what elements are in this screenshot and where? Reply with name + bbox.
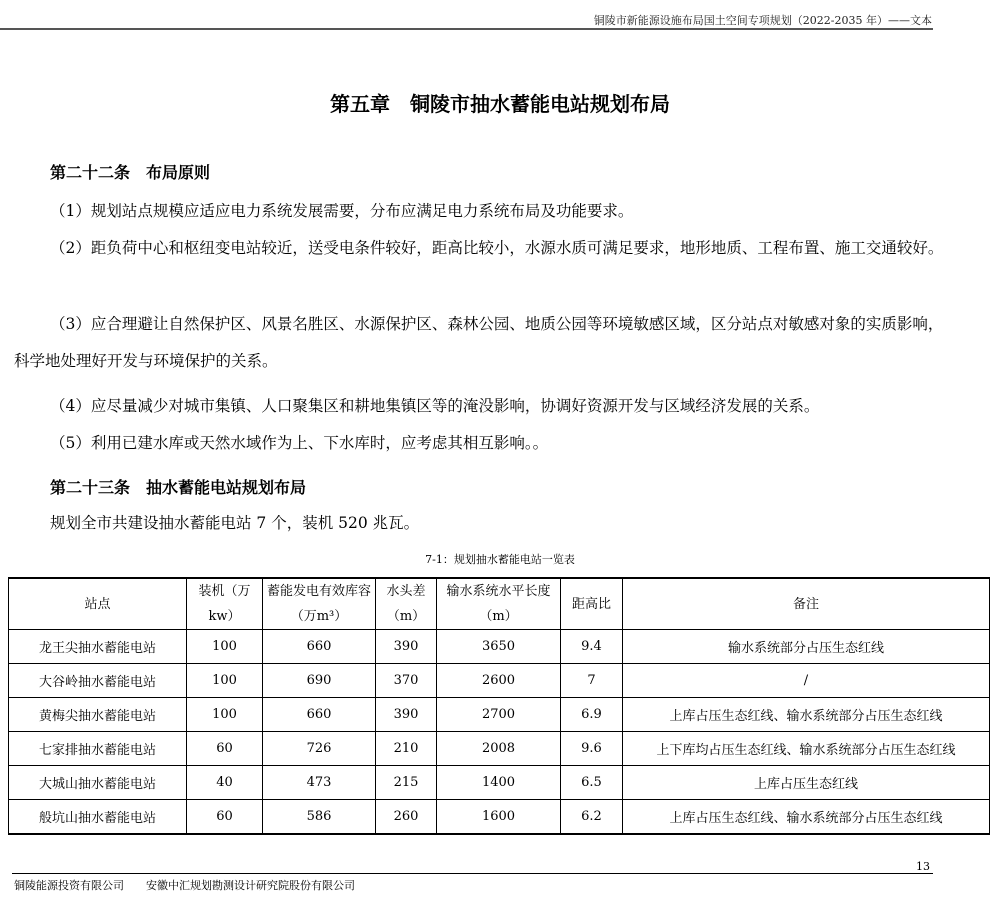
table-cell: 215 <box>376 766 437 800</box>
table-cell: 6.5 <box>561 766 623 800</box>
paragraph: （3）应合理避让自然保护区、风景名胜区、水源保护区、森林公园、地质公园等环境敏感区域，区分站点对敏感对象的实质影响，科学地处理好开发与环境保护的关系。 <box>14 315 944 370</box>
article-23-title: 第二十三条 抽水蓄能电站规划布局 <box>50 478 307 497</box>
table-row <box>9 800 990 835</box>
table-header-row <box>9 578 990 630</box>
table-cell: 大谷岭抽水蓄能电站 <box>9 664 187 698</box>
table-row <box>9 698 990 732</box>
footer: 铜陵能源投资有限公司 安徽中汇规划勘测设计研究院股份有限公司 <box>14 879 355 892</box>
paragraph: 规划全市共建设抽水蓄能电站 7 个，装机 520 兆瓦。 <box>50 514 420 532</box>
table-cell: / <box>623 664 990 698</box>
column-header: 蓄能发电有效库容（万m³） <box>263 578 376 630</box>
column-header: 站点 <box>9 578 187 630</box>
table-cell: 9.4 <box>561 630 623 664</box>
table-cell: 260 <box>376 800 437 835</box>
table-cell: 2700 <box>437 698 561 732</box>
table-cell: 七家排抽水蓄能电站 <box>9 732 187 766</box>
column-header: 输水系统水平长度（m） <box>437 578 561 630</box>
header-divider <box>0 28 933 30</box>
table-row <box>9 630 990 664</box>
table-cell: 3650 <box>437 630 561 664</box>
table-cell: 100 <box>187 698 263 732</box>
table-cell: 586 <box>263 800 376 835</box>
table-cell: 2600 <box>437 664 561 698</box>
paragraph: （4）应尽量减少对城市集镇、人口聚集区和耕地集镇区等的淹没影响，协调好资源开发与区域经济发展的关系。 <box>50 397 820 415</box>
paragraph: （2）距负荷中心和枢纽变电站较近，送受电条件较好，距高比较小，水源水质可满足要求，地形地质、工程布置、施工交通较好。 <box>50 239 944 257</box>
stations-table <box>8 577 990 835</box>
table-cell: 龙王尖抽水蓄能电站 <box>9 630 187 664</box>
table-cell: 660 <box>263 630 376 664</box>
table-cell: 390 <box>376 698 437 732</box>
column-header: 水头差（m） <box>376 578 437 630</box>
chapter-title: 第五章 铜陵市抽水蓄能电站规划布局 <box>330 92 670 116</box>
table-cell: 大城山抽水蓄能电站 <box>9 766 187 800</box>
column-header: 装机（万kw） <box>187 578 263 630</box>
table-cell: 100 <box>187 664 263 698</box>
table-row <box>9 766 990 800</box>
table-cell: 上库占压生态红线 <box>623 766 990 800</box>
table-cell: 2008 <box>437 732 561 766</box>
article-22-title: 第二十二条 布局原则 <box>50 163 211 182</box>
table-cell: 690 <box>263 664 376 698</box>
table-cell: 60 <box>187 732 263 766</box>
table-cell: 660 <box>263 698 376 732</box>
table-cell: 般坑山抽水蓄能电站 <box>9 800 187 835</box>
table-cell: 6.9 <box>561 698 623 732</box>
table-cell: 上库占压生态红线、输水系统部分占压生态红线 <box>623 698 990 732</box>
paragraph: （5）利用已建水库或天然水域作为上、下水库时，应考虑其相互影响。。 <box>50 434 549 452</box>
table-row <box>9 664 990 698</box>
table-cell: 726 <box>263 732 376 766</box>
table-cell: 473 <box>263 766 376 800</box>
column-header: 备注 <box>623 578 990 630</box>
column-header: 距高比 <box>561 578 623 630</box>
table-cell: 9.6 <box>561 732 623 766</box>
table-cell: 上下库均占压生态红线、输水系统部分占压生态红线 <box>623 732 990 766</box>
table-cell: 6.2 <box>561 800 623 835</box>
paragraph: （1）规划站点规模应适应电力系统发展需要，分布应满足电力系统布局及功能要求。 <box>50 202 634 220</box>
footer-divider <box>12 873 933 874</box>
table-cell: 40 <box>187 766 263 800</box>
table-cell: 390 <box>376 630 437 664</box>
table-cell: 60 <box>187 800 263 835</box>
page-number: 13 <box>916 860 930 873</box>
table-cell: 210 <box>376 732 437 766</box>
table-cell: 上库占压生态红线、输水系统部分占压生态红线 <box>623 800 990 835</box>
table-row <box>9 732 990 766</box>
table-cell: 7 <box>561 664 623 698</box>
table-cell: 1400 <box>437 766 561 800</box>
table-caption: 7-1：规划抽水蓄能电站一览表 <box>425 553 575 566</box>
table-cell: 370 <box>376 664 437 698</box>
table-cell: 黄梅尖抽水蓄能电站 <box>9 698 187 732</box>
table-cell: 1600 <box>437 800 561 835</box>
table-cell: 100 <box>187 630 263 664</box>
table-cell: 输水系统部分占压生态红线 <box>623 630 990 664</box>
running-header: 铜陵市新能源设施布局国土空间专项规划（2022-2035 年）——文本 <box>593 14 932 27</box>
